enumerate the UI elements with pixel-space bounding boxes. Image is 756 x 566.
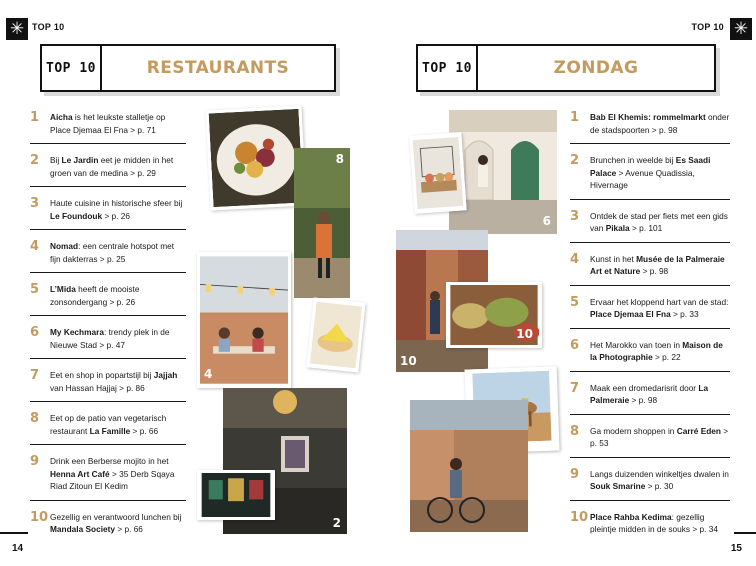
item-highlight: Place Djemaa El Fna — [590, 309, 671, 319]
garden-waiter-photo — [294, 148, 350, 298]
item-text — [50, 111, 186, 136]
photo-number: 8 — [335, 152, 344, 166]
restaurants-list — [30, 108, 186, 550]
zondag-banner — [416, 44, 716, 92]
item-text-rest: > p. 101 — [629, 223, 663, 233]
item-number: 6 — [30, 325, 40, 340]
page-number-left: 14 — [12, 543, 24, 554]
item-text — [50, 197, 186, 222]
item-text — [590, 253, 730, 278]
item-number: 3 — [30, 196, 40, 211]
item-text-rest: > p. 33 — [670, 309, 699, 319]
item-highlight: Maison de la Photographie — [590, 339, 723, 362]
item-highlight: Le Foundouk — [50, 210, 103, 221]
item-highlight: Musée de la Palmeraie Art et Nature — [590, 253, 725, 276]
item-text-pre: Maak een dromedarisrit door — [590, 382, 699, 393]
item-number: 6 — [570, 337, 580, 353]
item-number: 10 — [30, 509, 49, 525]
item-text-pre: Eet op de patio van vegetarisch restaurant — [50, 413, 167, 436]
item-number: 1 — [570, 110, 580, 125]
list-item — [30, 366, 186, 402]
list-item — [30, 280, 186, 316]
item-text-pre: Ga modern shoppen in — [590, 425, 677, 436]
item-text-pre: Brunchen in weelde bij — [590, 155, 676, 165]
restaurants-banner — [40, 44, 336, 92]
courtyard-arch-photo — [449, 110, 557, 234]
item-text-rest: > 35 Derb Sqaya Riad Zitoun El Kedim — [50, 468, 175, 491]
item-text-rest: is het leukste stalletje op Place Djemaa El Fna > p. 71 — [50, 112, 166, 135]
item-text-pre: Kunst in het — [590, 253, 637, 264]
item-text — [50, 326, 186, 351]
item-text — [590, 511, 730, 536]
item-text-pre: Drink een Berberse mojito in het — [50, 456, 169, 466]
photo-number: 6 — [542, 214, 551, 228]
page-title: ZONDAG — [553, 58, 639, 78]
photo-number: 4 — [204, 367, 213, 381]
item-number: 7 — [570, 380, 580, 396]
item-text-rest: heeft de mooiste zonsondergang > p. 26 — [50, 284, 140, 307]
list-item — [570, 293, 730, 329]
item-text-pre: Ervaar het kloppend hart van de stad: — [590, 296, 729, 307]
spice-baskets-photo — [446, 282, 542, 348]
item-text-rest: : gezellig pleintje midden in de souks > p. 34 — [590, 511, 718, 534]
item-highlight: L’Mida — [50, 284, 76, 294]
item-highlight: La Palmeraie — [590, 382, 709, 405]
item-text — [50, 240, 186, 265]
item-highlight: Aicha — [50, 112, 73, 122]
item-number: 4 — [570, 251, 580, 267]
photo-number: 2 — [332, 516, 341, 530]
asterisk-star-icon: ✳ — [730, 18, 752, 40]
bicycle-street-photo — [410, 400, 528, 532]
item-number: 7 — [30, 368, 40, 383]
item-text — [50, 283, 186, 308]
item-text-pre: Bij — [50, 155, 62, 165]
item-highlight: Place Rahba Kedima — [590, 511, 672, 522]
list-item — [30, 323, 186, 359]
list-item — [570, 422, 730, 458]
item-number: 4 — [30, 239, 40, 254]
item-text-pre: Gezellig en verantwoord lunchen bij — [50, 511, 182, 522]
item-highlight: Souk Smarine — [590, 481, 646, 491]
item-text-rest: > p. 98 — [640, 266, 669, 276]
item-number: 5 — [30, 282, 40, 297]
item-text — [590, 154, 730, 192]
list-item — [30, 409, 186, 445]
item-text — [50, 369, 186, 394]
list-item — [570, 508, 730, 543]
list-item — [30, 108, 186, 144]
lemon-tart-photo — [306, 297, 365, 372]
list-item — [570, 151, 730, 200]
item-text-rest: > p. 26 — [102, 210, 131, 221]
item-number: 9 — [30, 454, 40, 469]
asterisk-star-icon: ✳ — [6, 18, 28, 40]
item-text-rest: : een centrale hotspot met fijn dakterras > p. 25 — [50, 241, 175, 264]
top10-tag: TOP 10 — [418, 46, 478, 90]
item-text-rest: : trendy plek in de Nieuwe Stad > p. 47 — [50, 327, 170, 350]
top10-tag: TOP 10 — [42, 46, 102, 90]
item-text — [50, 412, 186, 437]
food-plate-photo — [205, 106, 306, 211]
item-text — [590, 425, 730, 450]
list-item — [30, 151, 186, 187]
item-number: 8 — [570, 423, 580, 439]
item-text-pre: Het Marokko van toen in — [590, 339, 683, 350]
rooftop-terrace-photo — [197, 252, 291, 388]
item-text-rest: > p. 53 — [590, 425, 729, 448]
item-highlight: Carré Eden — [676, 425, 721, 436]
item-text — [590, 111, 730, 136]
item-text — [590, 382, 730, 407]
list-item — [30, 237, 186, 273]
item-text-pre: Ontdek de stad per fiets met een gids van — [590, 210, 728, 233]
item-number: 1 — [30, 110, 40, 125]
list-item — [30, 194, 186, 230]
item-number: 2 — [570, 153, 580, 168]
item-text-rest: > p. 66 — [115, 524, 143, 534]
item-text — [50, 154, 186, 179]
item-text — [590, 339, 730, 364]
item-highlight: Nomad — [50, 241, 79, 251]
art-wall-photo — [197, 470, 275, 520]
item-text-rest: > p. 22 — [652, 352, 681, 362]
item-text-rest: > Avenue Quadissia, Hivernage — [590, 167, 695, 190]
item-highlight: My Kechmara — [50, 327, 104, 337]
item-text-rest: eet je midden in het groen van de medina > p. 29 — [50, 155, 174, 178]
list-item — [570, 465, 730, 501]
item-highlight: Henna Art Café — [50, 468, 110, 479]
item-text — [590, 296, 730, 321]
list-item — [570, 379, 730, 415]
item-text — [50, 511, 186, 536]
photo-number: 10 — [400, 354, 417, 368]
zondag-list — [570, 108, 730, 550]
item-text-rest: > p. 66 — [130, 425, 159, 436]
item-text-rest: > p. 30 — [645, 481, 674, 491]
footer-rule — [734, 532, 756, 534]
item-number: 5 — [570, 294, 580, 310]
item-text — [590, 468, 730, 493]
item-number: 2 — [30, 153, 40, 168]
list-item — [570, 250, 730, 286]
item-highlight: Mandala Society — [50, 524, 116, 534]
photo-number: 10 — [516, 327, 533, 341]
page-title: RESTAURANTS — [146, 58, 290, 78]
item-text-rest: > p. 98 — [629, 395, 658, 405]
running-head-right: TOP 10 — [691, 22, 724, 32]
running-head-left: TOP 10 — [32, 22, 65, 32]
footer-rule — [0, 532, 28, 534]
list-item — [30, 452, 186, 501]
list-item — [570, 336, 730, 372]
item-text — [590, 210, 730, 235]
page-number-right: 15 — [730, 543, 742, 554]
item-highlight: Es Saadi Palace — [590, 155, 711, 178]
item-number: 8 — [30, 411, 40, 426]
item-highlight: Bab El Khemis: rommelmarkt — [590, 112, 706, 122]
item-text-pre: Haute cuisine in historische sfeer bij — [50, 198, 183, 208]
item-highlight: Jajjah — [153, 370, 178, 380]
list-item — [570, 207, 730, 243]
pottery-stall-photo — [409, 132, 466, 213]
item-number: 10 — [570, 509, 589, 525]
item-text-pre: Langs duizenden winkeltjes dwalen in — [590, 468, 729, 479]
item-highlight: La Famille — [89, 425, 131, 436]
item-text-rest: van Hassan Hajjaj > p. 86 — [50, 382, 145, 393]
list-item — [30, 508, 186, 543]
item-highlight: Pikala — [605, 223, 630, 233]
item-text-rest: onder de stadspoorten > p. 98 — [590, 112, 730, 135]
item-text — [50, 455, 186, 493]
item-number: 3 — [570, 208, 580, 224]
item-highlight: Le Jardin — [61, 155, 99, 165]
item-text-pre: Eet en shop in popartstijl bij — [50, 370, 154, 380]
list-item — [570, 108, 730, 144]
item-number: 9 — [570, 466, 580, 482]
